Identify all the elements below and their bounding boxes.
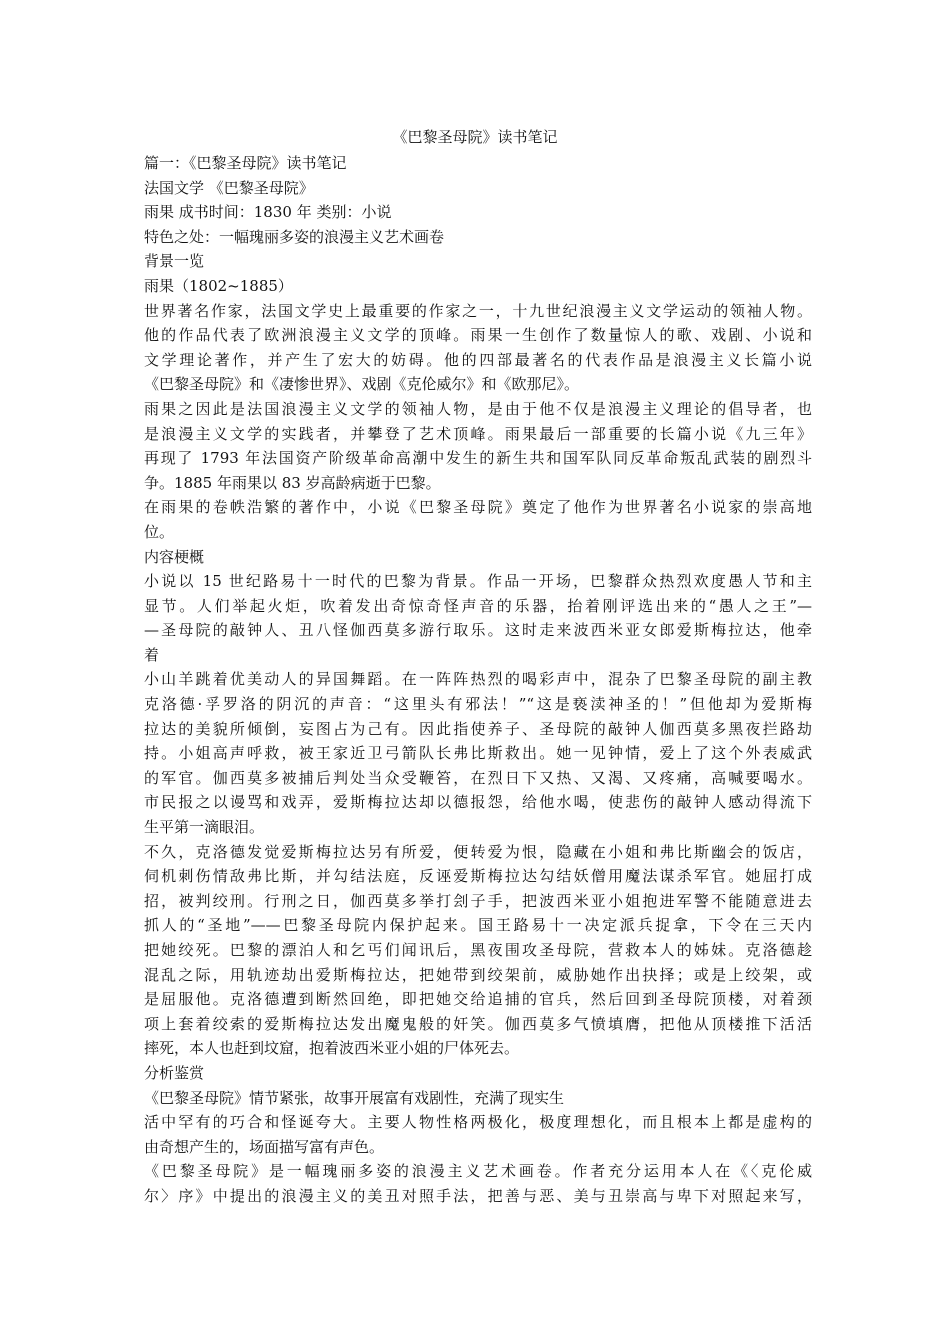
text-line: 世界著名作家，法国文学史上最重要的作家之一，十九世纪浪漫主义文学运动的领袖人物。 (144, 301, 812, 320)
text-line: 的军官。伽西莫多被捕后判处当众受鞭笞，在烈日下又热、又渴、又疼痛，高喊要喝水。 (144, 768, 812, 787)
text-line: 内容梗概 (144, 547, 205, 566)
text-line: 由奇想产生的，场面描写富有声色。 (144, 1137, 385, 1156)
text-line: 《巴黎圣母院》情节紧张，故事开展富有戏剧性，充满了现实生 (144, 1088, 565, 1107)
text-line: 市民报之以谩骂和戏弄，爱斯梅拉达却以德报怨，给他水喝，使悲伤的敲钟人感动得流下 (144, 793, 812, 812)
text-line: —圣母院的敲钟人、丑八怪伽西莫多游行取乐。这时走来波西米亚女郎爱斯梅拉达，他牵 (144, 621, 812, 640)
text-line: 伺机刺伤情敌弗比斯，并勾结法庭，反诬爱斯梅拉达勾结妖僧用魔法谋杀军官。她屈打成 (144, 867, 812, 886)
text-line: 是浪漫主义文学的实践者，并攀登了艺术顶峰。雨果最后一部重要的长篇小说《九三年》 (144, 424, 812, 443)
text-line: 《巴黎圣母院》是一幅瑰丽多姿的浪漫主义艺术画卷。作者充分运用本人在《〈克伦威 (144, 1162, 812, 1181)
text-line: 尔〉序》中提出的浪漫主义的美丑对照手法，把善与恶、美与丑崇高与卑下对照起来写， (144, 1186, 812, 1205)
text-line: 不久，克洛德发觉爱斯梅拉达另有所爱，便转爱为恨，隐藏在小姐和弗比斯幽会的饭店， (144, 842, 812, 861)
text-line: 法国文学 《巴黎圣母院》 (144, 178, 314, 197)
text-line: 显节。人们举起火炬，吹着发出奇惊奇怪声音的乐器，抬着刚评选出来的“愚人之王”— (144, 596, 812, 615)
text-line: 背景一览 (144, 252, 205, 271)
text-line: 雨果 成书时间：1830 年 类别：小说 (144, 203, 392, 222)
text-line: 摔死，本人也赶到坟窟，抱着波西米亚小姐的尸体死去。 (144, 1039, 520, 1058)
text-line: 雨果之因此是法国浪漫主义文学的领袖人物，是由于他不仅是浪漫主义理论的倡导者，也 (144, 399, 812, 418)
text-line: 篇一：《巴黎圣母院》读书笔记 (144, 154, 347, 172)
text-line: 着 (144, 645, 160, 664)
text-line: 招，被判绞刑。行刑之日，伽西莫多挙打刽子手，把波西米亚小姐抱进军警不能随意进去 (144, 891, 812, 910)
text-line: 混乱之际，用轨迹劫出爱斯梅拉达，把她带到绞架前，威胁她作出抉择；或是上绞架，或 (144, 965, 812, 984)
text-line: 小山羊跳着优美动人的异国舞蹈。在一阵阵热烈的喝彩声中，混杂了巴黎圣母院的副主教 (144, 670, 812, 689)
text-line: 拉达的美貌所倾倒，妄图占为己有。因此指使养子、圣母院的敲钟人伽西莫多黑夜拦路劫 (144, 719, 812, 738)
document-title: 《巴黎圣母院》读书笔记 (392, 128, 558, 146)
text-line: 把她绞死。巴黎的漂泊人和乞丐们闻讯后，黑夜围攻圣母院，营救本人的姊妹。克洛德趁 (144, 941, 812, 959)
text-line: 他的作品代表了欧洲浪漫主义文学的顶峰。雨果一生创作了数量惊人的歌、戏剧、小说和 (144, 326, 812, 345)
text-line: 文学理论著作，并产生了宏大的妨碍。他的四部最著名的代表作品是浪漫主义长篇小说 (144, 350, 812, 369)
text-line: 特色之处：一幅瑰丽多姿的浪漫主义艺术画卷 (144, 227, 445, 246)
text-line: 是屈服他。克洛德遭到断然回绝，即把她交给追捕的官兵，然后回到圣母院顶楼，对着颈 (144, 990, 812, 1009)
text-line: 生平第一滴眼泪。 (144, 818, 265, 837)
text-line: 克洛德·孚罗洛的阴沉的声音：“这里头有邪法！”“这是亵渎神圣的！”但他却为爱斯梅 (144, 695, 812, 714)
text-line: 小说以 15 世纪路易十一时代的巴黎为背景。作品一开场，巴黎群众热烈欢度愚人节和主 (144, 572, 812, 591)
text-line: 抓人的“圣地”——巴黎圣母院内保护起来。国王路易十一决定派兵捉拿，下令在三天内 (144, 916, 812, 935)
text-line: 活中罕有的巧合和怪诞夸大。主要人物性格两极化，极度理想化，而且根本上都是虚构的 (144, 1113, 812, 1132)
document-body (144, 151, 812, 1209)
text-line: 再现了 1793 年法国资产阶级革命高潮中发生的新生共和国军队同反革命叛乱武装的剧烈斗 (144, 449, 812, 468)
text-line: 《巴黎圣母院》和《凄惨世界》、戏剧《克伦威尔》和《欧那尼》。 (144, 375, 580, 394)
text-line: 雨果（1802~1885） (144, 276, 293, 295)
text-line: 在雨果的卷帙浩繁的著作中，小说《巴黎圣母院》奠定了他作为世界著名小说家的崇高地 (144, 498, 812, 517)
text-line: 争。1885 年雨果以 83 岁高龄病逝于巴黎。 (144, 473, 441, 492)
text-line: 持。小姐高声呼救，被王家近卫弓箭队长弗比斯救出。她一见钟情，爱上了这个外表威武 (144, 744, 812, 763)
text-line: 分析鉴赏 (144, 1063, 205, 1082)
text-line: 项上套着绞索的爱斯梅拉达发出魔鬼般的奸笑。伽西莫多气愤填膺，把他从顶楼推下活活 (144, 1014, 812, 1033)
text-line: 位。 (144, 522, 175, 541)
